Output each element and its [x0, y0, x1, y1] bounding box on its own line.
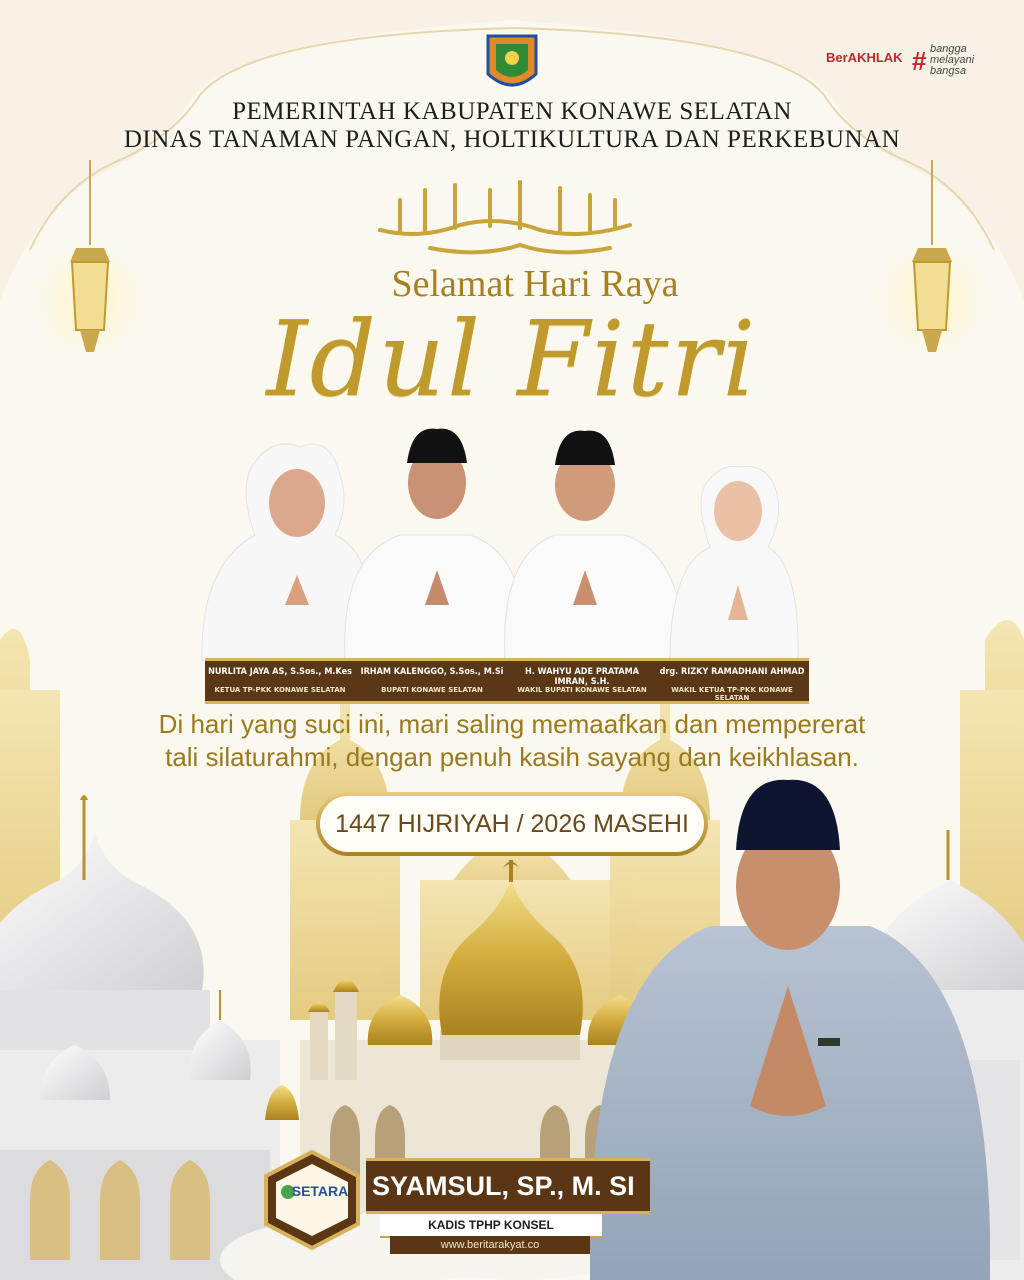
department-title: DINAS TANAMAN PANGAN, HOLTIKULTURA DAN PERKEBUNAN — [123, 126, 901, 153]
featured-official-photo — [590, 776, 990, 1280]
setara-badge — [262, 1150, 362, 1250]
official-3-name: H. WAHYU ADE PRATAMA IMRAN, S.H. — [525, 667, 639, 687]
year-label: 1447 HIJRIYAH / 2026 MASEHI — [320, 796, 704, 852]
berakhlak-logo — [826, 44, 976, 84]
berakhlak-tagline: bangga melayani bangsa — [930, 43, 975, 77]
berakhlak-label: BerAKHLAK — [826, 50, 903, 65]
calligraphy — [380, 182, 630, 252]
government-title: PEMERINTAH KABUPATEN KONAWE SELATAN — [232, 98, 792, 125]
headline-idul-fitri: Idul Fitri — [266, 298, 758, 420]
greeting-line: Selamat Hari Raya — [391, 263, 679, 305]
official-1-role: KETUA TP-PKK KONAWE SELATAN — [214, 686, 346, 694]
official-3-role: WAKIL BUPATI KONAWE SELATAN — [517, 686, 647, 694]
official-photo-4 — [670, 466, 798, 661]
official-4-name: drg. RIZKY RAMADHANI AHMAD — [659, 667, 805, 677]
official-photo-3 — [505, 431, 685, 661]
official-2-role: BUPATI KONAWE SELATAN — [381, 686, 483, 694]
officials-photo — [200, 425, 810, 661]
official-photo-2 — [345, 429, 526, 661]
official-1-name: NURLITA JAYA AS, S.Sos., M.Kes — [208, 667, 352, 677]
svg-text:SETARA: SETARA — [291, 1183, 349, 1199]
official-2-name: IRHAM KALENGGO, S.Sos., M.Si — [360, 667, 504, 677]
regency-crest-logo — [486, 34, 538, 96]
hashtag-mark: # — [912, 46, 927, 76]
website-link[interactable]: www.beritarakyat.co — [390, 1236, 590, 1254]
featured-nameplate — [366, 1158, 650, 1214]
featured-name: SYAMSUL, SP., M. SI — [372, 1170, 635, 1201]
greeting-message: Di hari yang suci ini, mari saling memaafkan dan mempererat tali silaturahmi, dengan penuh kasih sayang dan keikhlasan. — [158, 709, 866, 772]
officials-namebar — [205, 658, 809, 704]
official-4-role: WAKIL KETUA TP-PKK KONAWE SELATAN — [671, 686, 793, 702]
featured-role: KADIS TPHP KONSEL — [380, 1214, 602, 1238]
